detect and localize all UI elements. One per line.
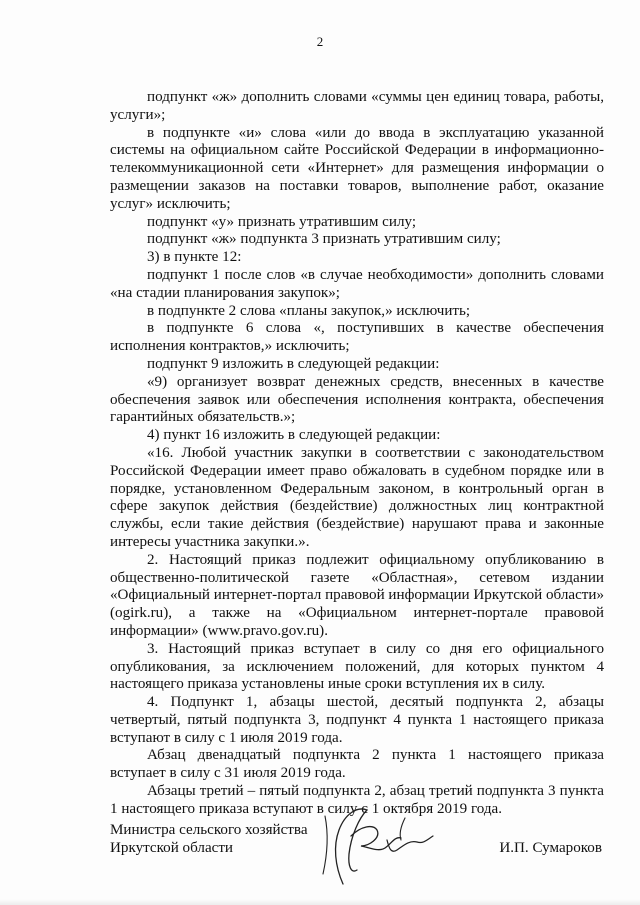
paragraph: 2. Настоящий приказ подлежит официальному опубликованию в общественно-политической газете «Областная», сетевом издании «Официальный интернет-портал правовой информации Иркутской области» (ogirk.ru), а также на «Официальном интернет-портале правовой информации» (www.pravo.gov.ru). (110, 551, 604, 639)
page-edge-shadow (0, 899, 640, 905)
paragraph: подпункт «у» признать утратившим силу; (147, 213, 417, 230)
handwritten-signature (305, 796, 445, 888)
paragraph: «16. Любой участник закупки в соответствии с законодательством Российской Федерации имеет право обжаловать в судебном порядке или в порядке, установленном Федеральным законом, в контрольный орган в сфере закупок действия (бездействие) должностных лиц контрактной службы, если такие действия (бездействие) нарушают права и законные интересы участника закупки.». (110, 444, 604, 550)
paragraph: 3. Настоящий приказ вступает в силу со дня его официального опубликования, за исключением положений, для которых пунктом 4 настоящего приказа установлены иные сроки вступления их в силу. (110, 640, 604, 693)
paragraph: Абзацы третий – пятый подпункта 2, абзац третий подпункта 3 пункта 1 настоящего приказа вступают в силу с 1 октября 2019 года. (110, 783, 604, 817)
paragraph: подпункт 1 после слов «в случае необходимости» дополнить словами «на стадии планирования закупок»; (110, 266, 604, 301)
paragraph: в подпункте 6 слова «, поступивших в качестве обеспечения исполнения контрактов,» исключить; (110, 320, 604, 355)
signatory-title-line: Министра сельского хозяйства (110, 822, 308, 838)
paragraph: подпункт «ж» дополнить словами «суммы цен единиц товара, работы, услуги»; (110, 89, 604, 123)
document-body (110, 89, 604, 819)
paragraph: в подпункте 2 слова «планы закупок,» исключить; (147, 302, 471, 319)
paragraph: Абзац двенадцатый подпункта 2 пункта 1 настоящего приказа вступает в силу с 31 июля 2019 года. (110, 747, 604, 782)
paragraph: 4. Подпункт 1, абзацы шестой, десятый подпункта 2, абзацы четвертый, пятый подпункта 3, подпункт 4 пункта 1 настоящего приказа вступают в силу с 1 июля 2019 года. (110, 694, 604, 746)
paragraph: подпункт «ж» подпункта 3 признать утратившим силу; (147, 231, 501, 248)
paragraph: 4) пункт 16 изложить в следующей редакции: (147, 427, 441, 444)
paragraph: в подпункте «и» слова «или до ввода в эксплуатацию указанной системы на официальном сайте Российской Федерации в информационно-телекоммуникационной сети «Интернет» для размещения информации о размещении заказов на поставки товаров, выполнение работ, оказание услуг» исключить; (110, 124, 604, 212)
paragraph: подпункт 9 изложить в следующей редакции: (147, 355, 440, 372)
paragraph: 3) в пункте 12: (147, 249, 242, 266)
signatory-name: И.П. Сумароков (499, 840, 602, 856)
paragraph: «9) организует возврат денежных средств, внесенных в качестве обеспечения заявок или обеспечения исполнения контракта, обеспечения гарантийных обязательств.»; (110, 373, 604, 426)
page-number: 2 (316, 34, 324, 49)
signatory-title-line: Иркутской области (110, 840, 234, 856)
